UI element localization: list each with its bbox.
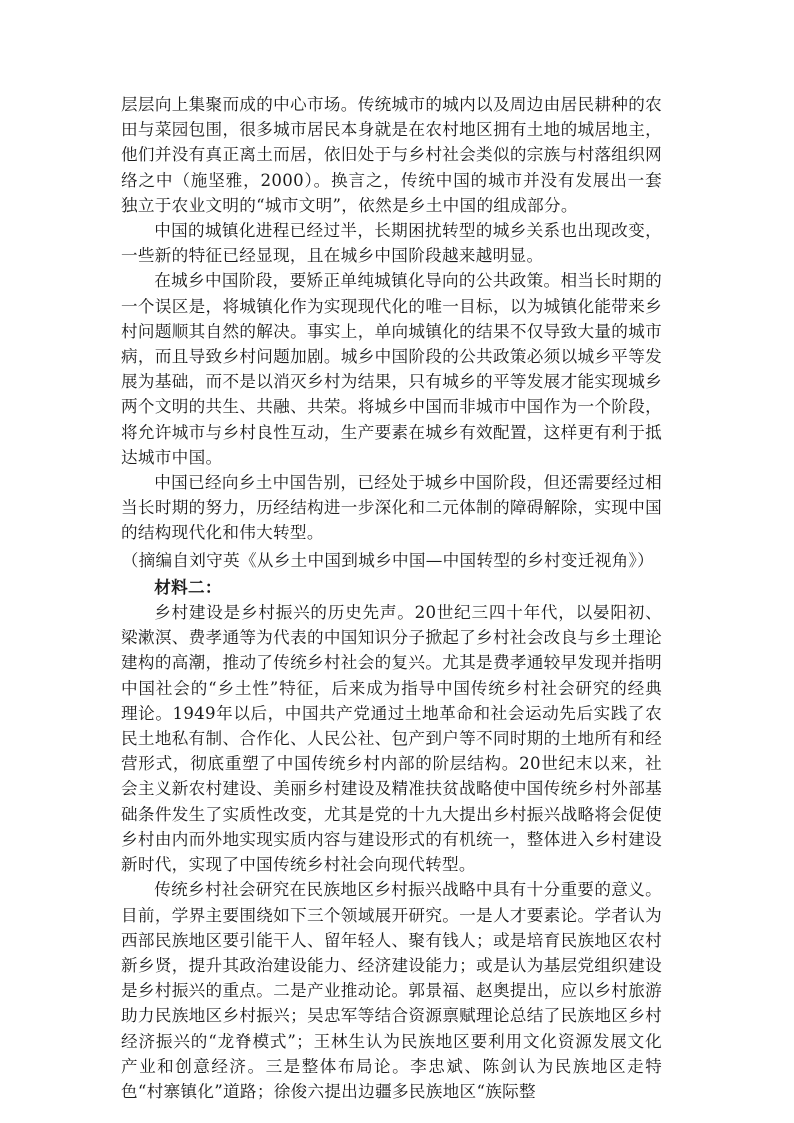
- paragraph-public-policy: 在城乡中国阶段，要矫正单纯城镇化导向的公共政策。相当长时期的一个误区是，将城镇化作为实现现代化的唯一目标，以为城镇化能带来乡村问题顺其自然的解决。事实上，单向城镇化的结果不仅导致大量的城市病，而且导致乡村问题加剧。城乡中国阶段的公共政策必须以城乡平等发展为基础，而不是以消灭乡村为结果，只有城乡的平等发展才能实现城乡两个文明的共生、共融、共荣。将城乡中国而非城市中国作为一个阶段，将允许城市与乡村良性互动，生产要素在城乡有效配置，这样更有利于抵达城市中国。: [121, 271, 662, 467]
- paragraph-transition-farewell: 中国已经向乡土中国告别，已经处于城乡中国阶段，但还需要经过相当长时期的努力，历经结构进一步深化和二元体制的障碍解除，实现中国的结构现代化和伟大转型。: [121, 473, 662, 543]
- paragraph-ethnic-region-research: 传统乡村社会研究在民族地区乡村振兴战略中具有十分重要的意义。目前，学界主要围绕如下三个领域展开研究。一是人才要素论。学者认为西部民族地区要引能干人、留年轻人、聚有钱人；或是培育民族地区农村新乡贤，提升其政治建设能力、经济建设能力；或是认为基层党组织建设是乡村振兴的重点。二是产业推动论。郭景福、赵奥提出，应以乡村旅游助力民族地区乡村振兴；吴忠军等结合资源禀赋理论总结了民族地区乡村经济振兴的“龙脊模式”；王林生认为民族地区要利用文化资源发展文化产业和创意经济。三是整体布局论。李忠斌、陈剑认为民族地区走特色“村寨镇化”道路；徐俊六提出边疆多民族地区“族际整: [121, 880, 662, 1101]
- source-citation: （摘编自刘守英《从乡土中国到城乡中国—中国转型的乡村变迁视角》）: [121, 550, 654, 570]
- paragraph-city-market: 层层向上集聚而成的中心市场。传统城市的城内以及周边由居民耕种的农田与菜园包围，很多城市居民本身就是在农村地区拥有土地的城居地主，他们并没有真正离土而居，依旧处于与乡村社会类似的宗族与村落组织网络之中（施坚雅，2000）。换言之，传统中国的城市并没有发展出一套独立于农业文明的“城市文明”，依然是乡土中国的组成部分。: [121, 95, 662, 215]
- material-two-heading: 材料二：: [154, 577, 222, 597]
- paragraph-urbanization-progress: 中国的城镇化进程已经过半，长期困扰转型的城乡关系也出现改变，一些新的特征已经显现，且在城乡中国阶段越来越明显。: [121, 221, 662, 266]
- document-page: [121, 92, 662, 1104]
- paragraph-rural-construction-history: 乡村建设是乡村振兴的历史先声。20世纪三四十年代，以晏阳初、梁漱溟、费孝通等为代表的中国知识分子掀起了乡村社会改良与乡土理论建构的高潮，推动了传统乡村社会的复兴。尤其是费孝通较早发现并指明中国社会的“乡土性”特征，后来成为指导中国传统乡村社会研究的经典理论。1949年以后，中国共产党通过土地革命和社会运动先后实践了农民土地私有制、合作化、人民公社、包产到户等不同时期的土地所有和经营形式，彻底重塑了中国传统乡村内部的阶层结构。20世纪末以来，社会主义新农村建设、美丽乡村建设及精准扶贫战略使中国传统乡村外部基础条件发生了实质性改变，尤其是党的十九大提出乡村振兴战略将会促使乡村由内而外地实现实质内容与建设形式的有机统一，整体进入乡村建设新时代，实现了中国传统乡村社会向现代转型。: [121, 603, 662, 875]
